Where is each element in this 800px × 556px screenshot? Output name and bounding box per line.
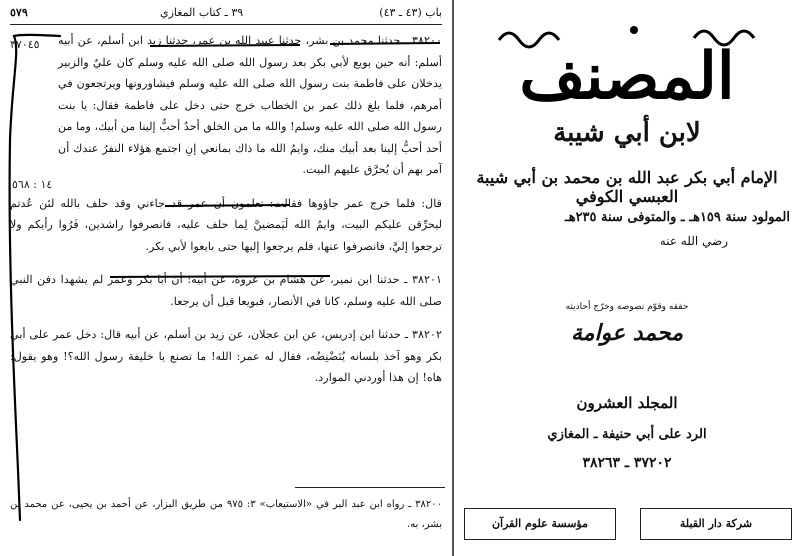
footnote-rule: [295, 487, 445, 488]
paragraph-38201: ٣٨٢٠١ ـ حدثنا ابن نمير، عن هشام بن عروة، عن أبيه: أن أبا بكر وعمر لم يشهدا دفن النبي صلى الله عليه وسلم، كانا في الأنصار، فبويعا قبل أن يرجعا.: [10, 273, 442, 308]
running-header: [10, 4, 442, 25]
editor-name: محمد عوامة: [570, 320, 684, 346]
hadith-text: [10, 30, 442, 389]
volume-range: ٣٧٢٠٢ ـ ٣٨٢٦٣: [582, 455, 672, 471]
header-chapter: باب (٤٣ ـ ٤٣): [379, 6, 442, 19]
margin-number-1: ٣٧٠٤٥: [10, 38, 40, 51]
author-dates: المولود سنة ١٥٩هـ ـ والمتوفى سنة ٢٣٥هـ: [564, 210, 790, 225]
header-book-title: ٣٩ ـ كتاب المغازي: [160, 6, 244, 19]
blessing: رضي الله عنه: [659, 234, 728, 248]
paragraph-38200: ٣٨٢٠٠ ـ حدثنا محمد بن بشر، حدثنا عبيد الله بن عمر، حدثنا زيد ابن أسلم، عن أبيه أسلم: أنه حين بويع لأبي بكر بعد رسول الله صلى الله عليه وسلم كان عليٌ والزبير يدخلان على فاطمة بنت رسول الله صلى الله عليه وسلم فيشاورونها ويرتجعون في أمرهم، فلما بلغ ذلك عمر بن الخطاب خرج حتى دخل على فاطمة فقال: يا بنت رسول الله صلى الله عليه وسلم! والله ما من الخلق أحدٌ أحبُّ إلينا من أبيك، وما من أحد أحبُّ إلينا بعد أبيك منك، وايمُ الله ما ذاك بمانعي إنِ اجتمع هؤلاء النفرُ عندك أن آمر بهم أن يُحرَّق عليهم البيت.: [58, 34, 442, 176]
flourish-dot: [630, 26, 638, 34]
publisher-logo-left: مؤسسة علوم القرآن: [464, 508, 616, 540]
volume-contents: الرد على أبي حنيفة ـ المغازي: [547, 427, 707, 442]
footnote: ٣٨٢٠٠ ـ رواه ابن عبد البر في «الاستيعاب» ٣: ٩٧٥ من طريق البزار، عن أحمد بن يحيى، عن محمد بن بشر، به.: [10, 499, 442, 530]
paragraph-continuation: قال: فلما خرج عمر جاؤوها فقالت: تعلمون أن عمر قد جاءني وقد حلف بالله لئن عُدتم ليحرِّقن عليكم البيت، وايمُ الله لَيَمضينَّ لِما حلف عليه، فانصرفوا راشدين، فَرُوا رأيكم ولا ترجعوا إليَّ، فانصرفوا عنها، فلم يرجعوا إليها حتى بايعوا لأبي بكر.: [10, 196, 442, 253]
editor-note: حققه وقوّم نصوصه وخرّج أحاديثه: [565, 302, 689, 312]
title-page: [454, 0, 800, 556]
book-subtitle: لابن أبي شيبة: [553, 118, 701, 148]
margin-number-2: ١٤ : ٥٦٨: [12, 178, 53, 191]
author-line: الإمام أبي بكر عبد الله بن محمد بن أبي شيبة العبسي الكوفي: [476, 168, 778, 206]
book-title: المصنف: [519, 39, 735, 114]
paragraph-38202: ٣٨٢٠٢ ـ حدثنا ابن إدريس، عن ابن عجلان، عن زيد بن أسلم، عن أبيه قال: دخل عمر على أبي بكر وهو آخذ بلسانه يُنَضْنِضُه، فقال له عمر: الله! ما تصنع يا خليفة رسول الله؟! وهو يقول: هاه! إن هذا أوردني الموارد.: [10, 328, 442, 384]
page-number: ٥٧٩: [10, 6, 28, 19]
volume-title: المجلد العشرون: [576, 394, 678, 412]
publisher-logo-right: شركة دار القبلة: [640, 508, 792, 540]
